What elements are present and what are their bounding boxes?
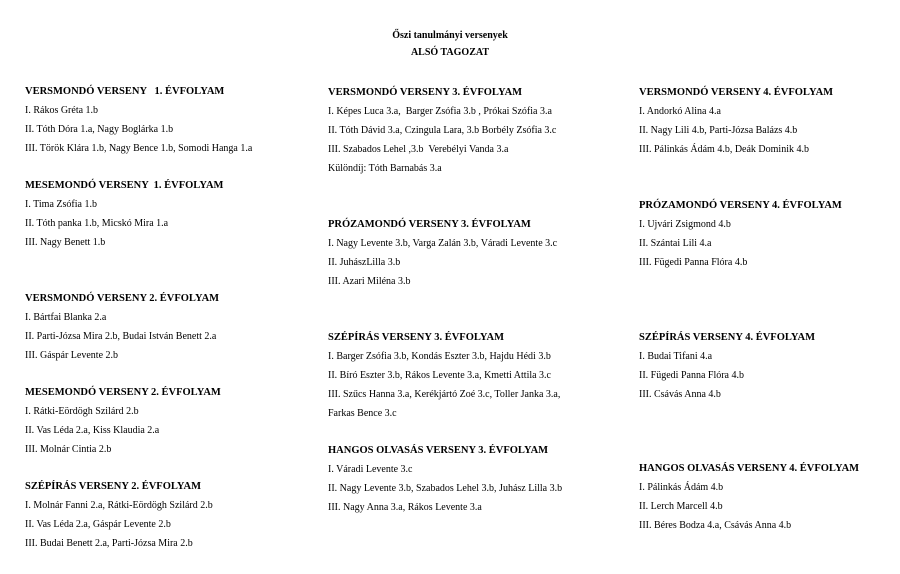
result-line: I. Váradi Levente 3.c <box>328 464 413 475</box>
result-line: I. Rákos Gréta 1.b <box>25 105 99 116</box>
section-heading: MESEMONDÓ VERSENY 1. ÉVFOLYAM <box>25 180 224 191</box>
result-line: II. Tóth panka 1.b, Micskó Mira 1.a <box>25 218 169 229</box>
result-line: I. Pálinkás Ádám 4.b <box>639 482 724 493</box>
section-heading: SZÉPÍRÁS VERSENY 2. ÉVFOLYAM <box>25 481 202 492</box>
result-line: III. Molnár Cintia 2.b <box>25 444 112 455</box>
section-mesemondo-1 <box>25 179 223 252</box>
section-heading: SZÉPÍRÁS VERSENY 3. ÉVFOLYAM <box>328 332 505 343</box>
result-line: II. Szántai Lili 4.a <box>639 238 712 249</box>
section-heading: HANGOS OLVASÁS VERSENY 3. ÉVFOLYAM <box>328 445 549 456</box>
result-line: III. Nagy Benett 1.b <box>25 237 106 248</box>
result-line: III. Gáspár Levente 2.b <box>25 350 119 361</box>
result-line: I. Rátki-Eördögh Szilárd 2.b <box>25 406 139 417</box>
section-szepiras-3 <box>328 331 560 423</box>
section-heading: VERSMONDÓ VERSENY 1. ÉVFOLYAM <box>25 86 225 97</box>
result-line: III. Fügedi Panna Flóra 4.b <box>639 257 748 268</box>
result-line: II. Vas Léda 2.a, Kiss Klaudia 2.a <box>25 425 160 436</box>
result-line: II. Nagy Levente 3.b, Szabados Lehel 3.b, Juhász Lilla 3.b <box>328 483 563 494</box>
section-heading: PRÓZAMONDÓ VERSENY 4. ÉVFOLYAM <box>639 200 842 211</box>
result-line: II. Nagy Lili 4.b, Parti-Józsa Balázs 4.b <box>639 125 798 136</box>
section-heading: VERSMONDÓ VERSENY 2. ÉVFOLYAM <box>25 293 220 304</box>
section-heading: HANGOS OLVASÁS VERSENY 4. ÉVFOLYAM <box>639 463 860 474</box>
result-line: III. Azari Miléna 3.b <box>328 276 411 287</box>
result-line: III. Pálinkás Ádám 4.b, Deák Dominik 4.b <box>639 144 809 155</box>
page-subtitle: ALSÓ TAGOZAT <box>410 47 490 58</box>
result-line: I. Molnár Fanni 2.a, Rátki-Eördögh Szilárd 2.b <box>25 500 213 511</box>
result-line: III. Szabados Lehel ,3.b Verebélyi Vanda 3.a <box>328 144 509 155</box>
result-line: II. Parti-Józsa Mira 2.b, Budai István Benett 2.a <box>25 331 217 342</box>
section-heading: MESEMONDÓ VERSENY 2. ÉVFOLYAM <box>25 387 221 398</box>
section-hangos-olvasas-4 <box>639 462 859 535</box>
section-versmondo-3 <box>328 86 556 178</box>
result-line: I. Budai Tifani 4.a <box>639 351 713 362</box>
result-line: III. Béres Bodza 4.a, Csávás Anna 4.b <box>639 520 792 531</box>
result-line: III. Budai Benett 2.a, Parti-Józsa Mira 2.b <box>25 538 193 549</box>
result-line: II. Lerch Marcell 4.b <box>639 501 723 512</box>
result-line: I. Képes Luca 3.a, Barger Zsófia 3.b , Prókai Szófia 3.a <box>328 106 552 117</box>
result-line: II. Bíró Eszter 3.b, Rákos Levente 3.a, Kmetti Attila 3.c <box>328 370 551 381</box>
section-heading: PRÓZAMONDÓ VERSENY 3. ÉVFOLYAM <box>328 219 531 230</box>
result-line: Különdíj: Tóth Barnabás 3.a <box>328 163 442 174</box>
result-line: III. Csávás Anna 4.b <box>639 389 721 400</box>
section-mesemondo-2 <box>25 386 221 459</box>
result-line: Farkas Bence 3.c <box>328 408 397 419</box>
result-line: II. Vas Léda 2.a, Gáspár Levente 2.b <box>25 519 171 530</box>
result-line: I. Tima Zsófia 1.b <box>25 199 97 210</box>
section-versmondo-2 <box>25 292 219 365</box>
result-line: I. Ujvári Zsigmond 4.b <box>639 219 731 230</box>
section-szepiras-2 <box>25 480 213 553</box>
result-line: II. Tóth Dávid 3.a, Czingula Lara, 3.b Borbély Zsófia 3.c <box>328 125 557 136</box>
section-hangos-olvasas-3 <box>328 444 562 517</box>
result-line: II. JuhászLilla 3.b <box>328 257 401 268</box>
result-line: III. Török Klára 1.b, Nagy Bence 1.b, Somodi Hanga 1.a <box>25 143 253 154</box>
result-line: III. Nagy Anna 3.a, Rákos Levente 3.a <box>328 502 482 513</box>
result-line: I. Bártfai Blanka 2.a <box>25 312 107 323</box>
section-heading: VERSMONDÓ VERSENY 3. ÉVFOLYAM <box>328 87 523 98</box>
result-line: III. Szűcs Hanna 3.a, Kerékjártó Zoé 3.c, Toller Janka 3.a, <box>328 389 561 400</box>
result-line: I. Andorkó Alina 4.a <box>639 106 721 117</box>
section-versmondo-4 <box>639 86 833 159</box>
section-versmondo-1 <box>25 85 252 158</box>
section-szepiras-4 <box>639 331 815 404</box>
result-line: II. Fügedi Panna Flóra 4.b <box>639 370 744 381</box>
section-prozamondo-4 <box>639 199 842 272</box>
result-line: I. Nagy Levente 3.b, Varga Zalán 3.b, Váradi Levente 3.c <box>328 238 558 249</box>
section-heading: VERSMONDÓ VERSENY 4. ÉVFOLYAM <box>639 87 834 98</box>
result-line: I. Barger Zsófia 3.b, Kondás Eszter 3.b, Hajdu Hédi 3.b <box>328 351 551 362</box>
section-prozamondo-3 <box>328 218 557 291</box>
page-title: Őszi tanulmányi versenyek <box>392 30 508 41</box>
section-heading: SZÉPÍRÁS VERSENY 4. ÉVFOLYAM <box>639 332 816 343</box>
result-line: II. Tóth Dóra 1.a, Nagy Boglárka 1.b <box>25 124 174 135</box>
